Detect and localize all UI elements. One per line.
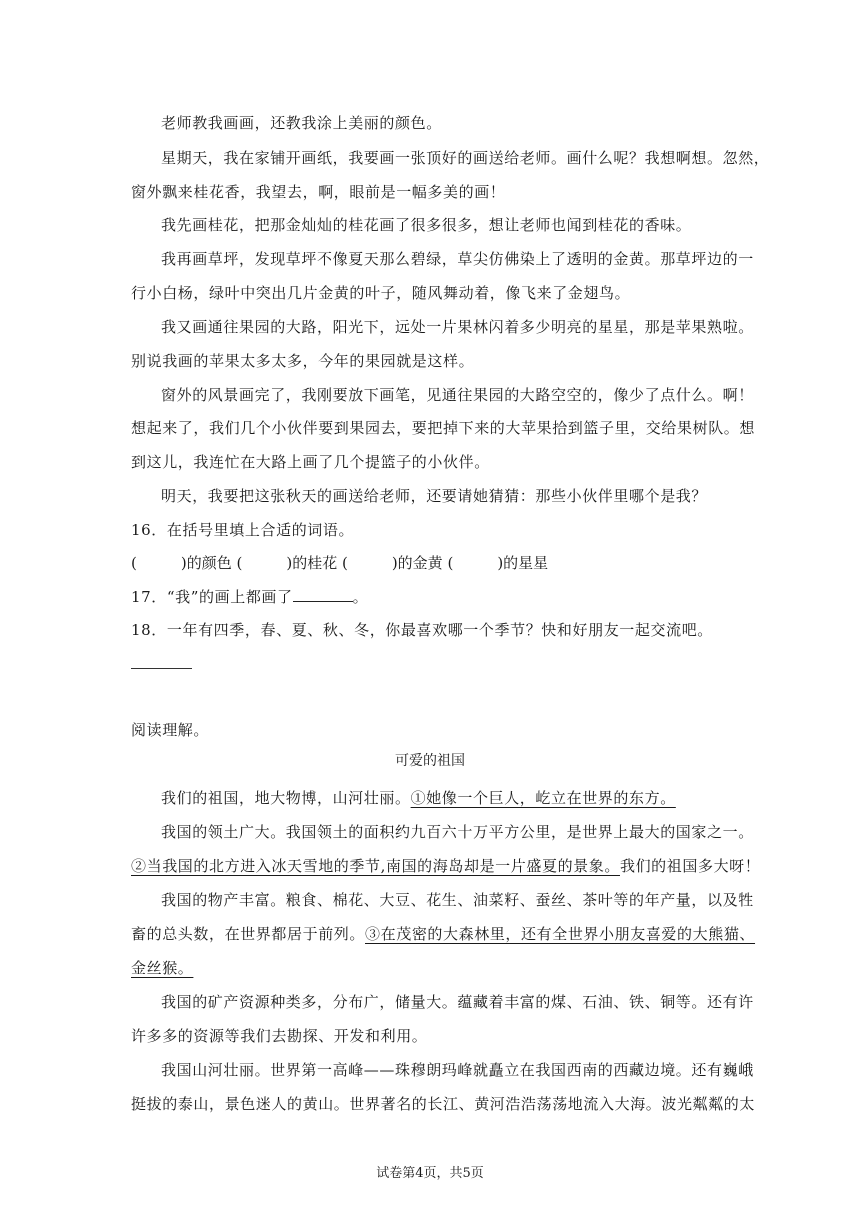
passage-line: 明天，我要把这张秋天的画送给老师，还要请她猜猜：那些小伙伴里哪个是我？	[161, 487, 708, 505]
passage-line: 星期天，我在家铺开画纸，我要画一张顶好的画送给老师。画什么呢？我想啊想。忽然，	[161, 149, 770, 167]
question-18: 18．一年有四季，春、夏、秋、冬，你最喜欢哪一个季节？快和好朋友一起交流吧。	[131, 621, 713, 639]
passage-line: 我再画草坪，发现草坪不像夏天那么碧绿，草尖仿佛染上了透明的金黄。那草坪边的一	[161, 250, 754, 268]
question-16: 16．在括号里填上合适的词语。	[131, 521, 355, 539]
underlined-sentence-3-cont: 金丝猴。	[131, 959, 194, 977]
paren-text: )的颜色 (	[180, 554, 243, 572]
passage-line	[131, 856, 761, 876]
passage-line: 我国山河壮丽。世界第一高峰——珠穆朗玛峰就矗立在我国西南的西藏边境。还有巍峨	[161, 1061, 754, 1079]
underlined-sentence-1: ①她像一个巨人，屹立在世界的东方。	[410, 789, 676, 807]
page-footer: 试卷第4页，共5页	[376, 1166, 484, 1181]
passage-line: 想起来了，我们几个小伙伴要到果园去，要把掉下来的大苹果拾到篮子里，交给果树队。想	[131, 419, 756, 437]
passage-line	[131, 958, 731, 978]
passage-line: 窗外的风景画完了，我刚要放下画笔，见通往果园的大路空空的，像少了点什么。啊！	[161, 386, 754, 404]
passage-line: 我先画桂花，把那金灿灿的桂花画了很多很多，想让老师也闻到桂花的香味。	[161, 216, 692, 234]
passage-title: 可爱的祖国	[395, 753, 465, 769]
text: 我们的祖国，地大物博，山河壮丽。	[161, 789, 411, 807]
passage-line	[161, 788, 761, 808]
paren-text: )的金黄 (	[391, 554, 454, 572]
question-17-text: 17．“我”的画上都画了	[131, 588, 293, 606]
underlined-sentence-3: ③在茂密的大森林里，还有全世界小朋友喜爱的大熊猫、	[365, 925, 756, 943]
passage-line: 我国的矿产资源种类多，分布广，储量大。蕴藏着丰富的煤、石油、铁、铜等。还有许	[161, 993, 754, 1011]
passage-line: 挺拔的泰山，景色迷人的黄山。世界著名的长江、黄河浩浩荡荡地流入大海。波光粼粼的太	[131, 1095, 756, 1113]
paren-text: )的星星	[497, 554, 549, 572]
text: 我们的祖国多大呀！	[619, 857, 761, 875]
paren-text: )的桂花 (	[286, 554, 348, 572]
passage-line: 许多多的资源等我们去勘探、开发和利用。	[131, 1027, 428, 1045]
answer-blank[interactable]	[293, 587, 353, 602]
text: 畜的总头数，在世界都居于前列。	[131, 925, 366, 943]
section-heading: 阅读理解。	[131, 721, 210, 739]
paren-text: (	[131, 554, 137, 572]
passage-line	[131, 924, 756, 944]
underlined-sentence-2: ②当我国的北方进入冰天雪地的季节,南国的海岛却是一片盛夏的景象。	[131, 857, 620, 875]
passage-line: 我又画通往果园的大路，阳光下，远处一片果林闪着多少明亮的星星，那是苹果熟啦。	[161, 318, 754, 336]
passage-line: 老师教我画画，还教我涂上美丽的颜色。	[161, 114, 442, 132]
passage-line: 行小白杨，绿叶中突出几片金黄的叶子，随风舞动着，像飞来了金翅鸟。	[131, 284, 631, 302]
passage-line: 窗外飘来桂花香，我望去，啊，眼前是一幅多美的画！	[131, 183, 506, 201]
question-17-suffix: 。	[352, 588, 369, 606]
passage-line: 我国的领土广大。我国领土的面积约九百六十万平方公里，是世界上最大的国家之一。	[161, 823, 754, 841]
answer-line[interactable]	[131, 668, 192, 669]
passage-line: 别说我画的苹果太多太多，今年的果园就是这样。	[131, 352, 475, 370]
passage-line: 我国的物产丰富。粮食、棉花、大豆、花生、油菜籽、蚕丝、茶叶等的年产量，以及牲	[161, 891, 754, 909]
question-17	[131, 587, 731, 607]
passage-line: 到这儿，我连忙在大路上画了几个提篮子的小伙伴。	[131, 453, 490, 471]
question-16-blanks	[131, 553, 731, 573]
